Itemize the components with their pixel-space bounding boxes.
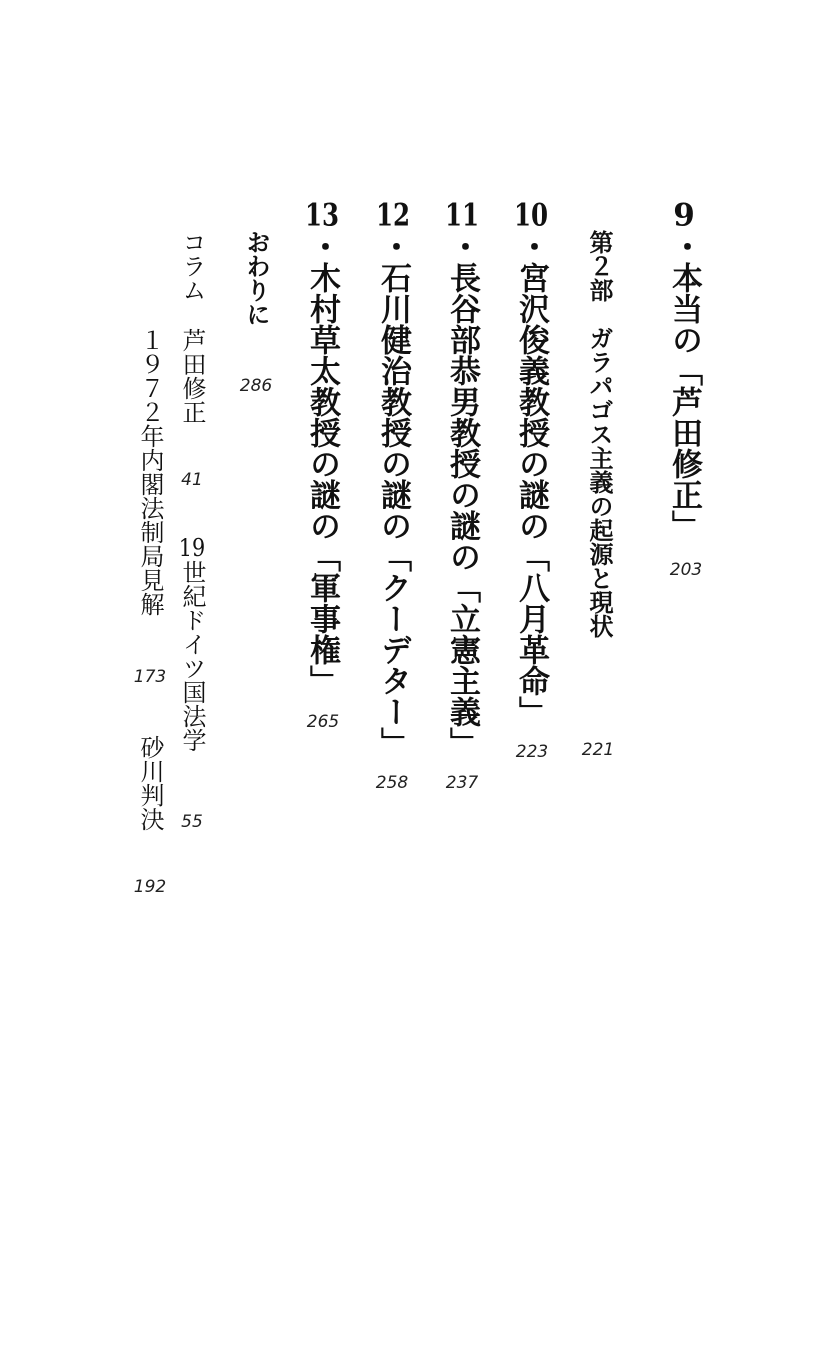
page-number: 203 xyxy=(669,560,703,580)
page-number: 55 xyxy=(181,812,203,832)
column-item-title: 世紀ドイツ国法学 xyxy=(178,560,206,752)
page-number: 221 xyxy=(581,740,615,760)
page-number: 258 xyxy=(375,773,409,793)
chapter-number: 11 xyxy=(444,200,480,231)
page-number: 41 xyxy=(181,470,203,490)
part-label: 第２部 xyxy=(585,230,614,302)
column-item[interactable] xyxy=(180,536,204,752)
part-title: ガラパゴス主義の起源と現状 xyxy=(585,326,614,638)
chapter-dot: ・ xyxy=(513,231,549,262)
page-number: 173 xyxy=(133,667,167,687)
chapter-dot: ・ xyxy=(304,231,340,262)
chapter-number: 12 xyxy=(375,200,411,231)
toc-entry-part-2[interactable] xyxy=(585,230,614,638)
chapter-title: 石川健治教授の謎の「クーデター」 xyxy=(375,262,411,758)
chapter-dot: ・ xyxy=(666,231,702,262)
chapter-dot: ・ xyxy=(375,231,411,262)
toc-entry-chapter-10[interactable] xyxy=(513,200,549,727)
toc-entry-chapter-12[interactable] xyxy=(375,200,411,758)
part-spacer xyxy=(585,302,614,326)
column-item-title: １９７２年内閣法制局見解 xyxy=(136,328,164,616)
page-number: 286 xyxy=(239,376,273,396)
toc-entry-afterword[interactable] xyxy=(242,230,271,326)
page-number: 223 xyxy=(515,742,549,762)
column-label: コラム xyxy=(178,230,206,302)
toc-entry-chapter-9[interactable] xyxy=(666,200,702,541)
chapter-number: 13 xyxy=(304,200,340,231)
page-number: 237 xyxy=(445,773,479,793)
column-item[interactable] xyxy=(138,328,162,616)
page-number: 192 xyxy=(133,877,167,897)
toc-entry-chapter-11[interactable] xyxy=(444,200,480,758)
chapter-title: 長谷部恭男教授の謎の「立憲主義」 xyxy=(444,262,480,758)
chapter-title: 本当の「芦田修正」 xyxy=(666,262,702,541)
column-item-number: 19 xyxy=(178,536,206,560)
column-item[interactable] xyxy=(138,735,162,831)
chapter-title: 木村草太教授の謎の「軍事権」 xyxy=(304,262,340,696)
column-item[interactable] xyxy=(180,328,204,424)
chapter-title: 宮沢俊義教授の謎の「八月革命」 xyxy=(513,262,549,727)
chapter-number: 9 xyxy=(673,200,695,231)
chapter-number: 10 xyxy=(513,200,549,231)
toc-entry-chapter-13[interactable] xyxy=(304,200,340,696)
chapter-dot: ・ xyxy=(444,231,480,262)
column-item-title: 芦田修正 xyxy=(178,328,206,424)
afterword-title: おわりに xyxy=(242,230,271,326)
page-number: 265 xyxy=(306,712,340,732)
column-item-title: 砂川判決 xyxy=(136,735,164,831)
